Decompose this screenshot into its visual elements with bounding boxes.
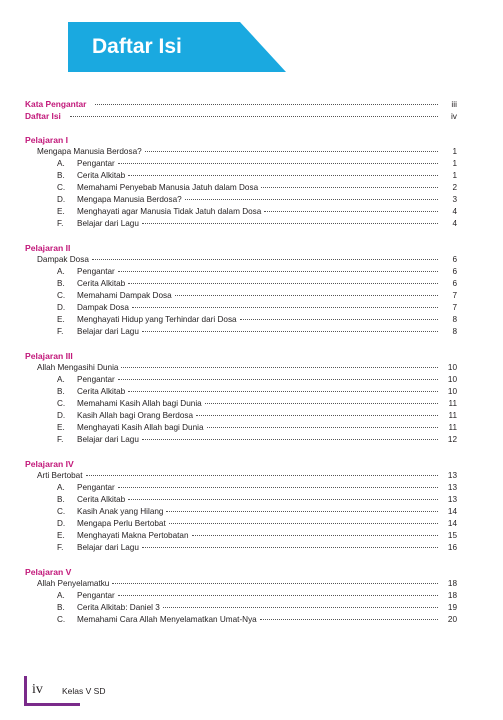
toc-leader-dots bbox=[95, 104, 438, 105]
lesson-heading: Pelajaran II bbox=[25, 243, 71, 253]
toc-item-index: C. bbox=[57, 615, 66, 624]
toc-item-index: D. bbox=[57, 195, 66, 204]
toc-sub-entry[interactable] bbox=[25, 206, 457, 218]
toc-sub-entry[interactable] bbox=[25, 518, 457, 530]
toc-item-label: Cerita Alkitab bbox=[77, 171, 126, 180]
toc-leader-dots bbox=[128, 175, 438, 176]
toc-item-label: Pengantar bbox=[77, 483, 115, 492]
toc-item-label: Allah Mengasihi Dunia bbox=[37, 363, 119, 372]
toc-item-label: Cerita Alkitab bbox=[77, 495, 126, 504]
toc-leader-dots bbox=[142, 547, 438, 548]
lesson-heading: Pelajaran IV bbox=[25, 459, 74, 469]
toc-item-label: Allah Penyelamatku bbox=[37, 579, 110, 588]
toc-item-label: Pengantar bbox=[77, 375, 115, 384]
lesson-heading: Pelajaran I bbox=[25, 135, 68, 145]
toc-sub-entry[interactable] bbox=[25, 614, 457, 626]
lesson-heading: Pelajaran III bbox=[25, 351, 73, 361]
toc-item-page: 6 bbox=[452, 267, 457, 276]
toc-leader-dots bbox=[205, 403, 438, 404]
toc-item-index: D. bbox=[57, 519, 66, 528]
toc-sub-entry[interactable] bbox=[25, 170, 457, 182]
toc-item-page: 10 bbox=[447, 363, 457, 372]
toc-sub-entry[interactable] bbox=[25, 314, 457, 326]
toc-item-page: 6 bbox=[452, 279, 457, 288]
toc-item-page: 15 bbox=[447, 531, 457, 540]
toc-item-page: 13 bbox=[447, 471, 457, 480]
toc-leader-dots bbox=[260, 619, 438, 620]
toc-sub-entry[interactable] bbox=[25, 386, 457, 398]
toc-item-index: B. bbox=[57, 495, 65, 504]
toc-leader-dots bbox=[185, 199, 438, 200]
toc-item-index: E. bbox=[57, 531, 65, 540]
toc-chapter-entry[interactable] bbox=[25, 362, 457, 374]
toc-item-index: C. bbox=[57, 291, 66, 300]
toc-item-label: Cerita Alkitab: Daniel 3 bbox=[77, 603, 160, 612]
footer-bracket-horizontal bbox=[24, 703, 80, 706]
toc-sub-entry[interactable] bbox=[25, 374, 457, 386]
toc-item-label: Cerita Alkitab bbox=[77, 387, 126, 396]
toc-sub-entry[interactable] bbox=[25, 326, 457, 338]
toc-leader-dots bbox=[86, 475, 438, 476]
toc-item-page: 18 bbox=[447, 591, 457, 600]
toc-item-label: Arti Bertobat bbox=[37, 471, 83, 480]
toc-leader-dots bbox=[128, 391, 438, 392]
toc-sub-entry[interactable] bbox=[25, 290, 457, 302]
toc-item-page: 11 bbox=[448, 423, 457, 432]
toc-sub-entry[interactable] bbox=[25, 494, 457, 506]
toc-item-label: Memahami Kasih Allah bagi Dunia bbox=[77, 399, 202, 408]
toc-item-label: Mengapa Manusia Berdosa? bbox=[77, 195, 182, 204]
toc-item-index: B. bbox=[57, 279, 65, 288]
toc-item-index: A. bbox=[57, 591, 65, 600]
page-footer bbox=[24, 676, 324, 706]
toc-item-label: Pengantar bbox=[77, 267, 115, 276]
toc-item-label: Menghayati Hidup yang Terhindar dari Dosa bbox=[77, 315, 237, 324]
toc-sub-entry[interactable] bbox=[25, 590, 457, 602]
toc-item-label: Dampak Dosa bbox=[37, 255, 89, 264]
toc-sub-entry[interactable] bbox=[25, 194, 457, 206]
toc-item-page: 10 bbox=[447, 387, 457, 396]
toc-item-label: Daftar Isi bbox=[25, 111, 61, 121]
toc-leader-dots bbox=[118, 163, 438, 164]
toc-item-page: 6 bbox=[452, 255, 457, 264]
toc-leader-dots bbox=[118, 271, 438, 272]
toc-leader-dots bbox=[166, 511, 438, 512]
toc-item-index: F. bbox=[57, 327, 64, 336]
toc-leader-dots bbox=[121, 367, 438, 368]
toc-leader-dots bbox=[261, 187, 438, 188]
toc-item-page: 13 bbox=[447, 495, 457, 504]
toc-item-index: A. bbox=[57, 267, 65, 276]
toc-leader-dots bbox=[145, 151, 438, 152]
toc-leader-dots bbox=[169, 523, 438, 524]
toc-item-index: E. bbox=[57, 423, 65, 432]
toc-leader-dots bbox=[264, 211, 438, 212]
toc-leader-dots bbox=[142, 439, 438, 440]
toc-sub-entry[interactable] bbox=[25, 158, 457, 170]
toc-item-index: E. bbox=[57, 207, 65, 216]
toc-sub-entry[interactable] bbox=[25, 218, 457, 230]
toc-leader-dots bbox=[128, 499, 438, 500]
toc-item-page: iii bbox=[451, 99, 457, 109]
toc-leader-dots bbox=[128, 283, 438, 284]
toc-item-label: Mengapa Perlu Bertobat bbox=[77, 519, 166, 528]
toc-item-label: Menghayati agar Manusia Tidak Jatuh dalam Dosa bbox=[77, 207, 262, 216]
toc-front-entry[interactable] bbox=[25, 110, 457, 122]
toc-item-page: 14 bbox=[447, 507, 457, 516]
toc-item-label: Pengantar bbox=[77, 591, 115, 600]
toc-leader-dots bbox=[118, 595, 438, 596]
footer-book-label: Kelas V SD bbox=[62, 686, 106, 696]
toc-sub-entry[interactable] bbox=[25, 398, 457, 410]
toc-leader-dots bbox=[240, 319, 438, 320]
toc-leader-dots bbox=[175, 295, 438, 296]
toc-item-page: 1 bbox=[452, 147, 457, 156]
toc-item-index: C. bbox=[57, 507, 66, 516]
lesson-heading: Pelajaran V bbox=[25, 567, 72, 577]
title-banner bbox=[68, 22, 288, 72]
toc-item-page: 11 bbox=[448, 411, 457, 420]
toc-item-label: Kata Pengantar bbox=[25, 99, 87, 109]
toc-sub-entry[interactable] bbox=[25, 182, 457, 194]
toc-item-label: Menghayati Kasih Allah bagi Dunia bbox=[77, 423, 204, 432]
toc-sub-entry[interactable] bbox=[25, 530, 457, 542]
toc-sub-entry[interactable] bbox=[25, 302, 457, 314]
toc-item-label: Mengapa Manusia Berdosa? bbox=[37, 147, 142, 156]
toc-item-page: 3 bbox=[452, 195, 457, 204]
toc-sub-entry[interactable] bbox=[25, 422, 457, 434]
toc-item-page: 12 bbox=[447, 435, 457, 444]
toc-item-page: 13 bbox=[447, 483, 457, 492]
toc-item-label: Belajar dari Lagu bbox=[77, 327, 139, 336]
toc-leader-dots bbox=[207, 427, 438, 428]
toc-item-page: 1 bbox=[452, 171, 457, 180]
toc-chapter-entry[interactable] bbox=[25, 470, 457, 482]
toc-item-page: 19 bbox=[447, 603, 457, 612]
toc-item-page: 1 bbox=[452, 159, 457, 168]
toc-leader-dots bbox=[192, 535, 438, 536]
toc-item-label: Memahami Penyebab Manusia Jatuh dalam Dosa bbox=[77, 183, 259, 192]
toc-leader-dots bbox=[118, 379, 438, 380]
toc-item-label: Menghayati Makna Pertobatan bbox=[77, 531, 189, 540]
toc-item-page: 16 bbox=[447, 543, 457, 552]
toc-sub-entry[interactable] bbox=[25, 542, 457, 554]
toc-item-index: D. bbox=[57, 303, 66, 312]
toc-sub-entry[interactable] bbox=[25, 602, 457, 614]
toc-item-index: C. bbox=[57, 399, 66, 408]
toc-front-entry[interactable] bbox=[25, 98, 457, 110]
toc-sub-entry[interactable] bbox=[25, 410, 457, 422]
toc-item-index: B. bbox=[57, 387, 65, 396]
toc-item-index: B. bbox=[57, 171, 65, 180]
footer-bracket-vertical bbox=[24, 676, 27, 706]
toc-item-label: Pengantar bbox=[77, 159, 115, 168]
toc-item-page: iv bbox=[450, 111, 457, 121]
toc-item-index: F. bbox=[57, 435, 64, 444]
toc-item-page: 7 bbox=[452, 291, 457, 300]
toc-item-index: A. bbox=[57, 483, 65, 492]
toc-item-label: Memahami Dampak Dosa bbox=[77, 291, 172, 300]
toc-leader-dots bbox=[142, 331, 438, 332]
toc-item-index: A. bbox=[57, 375, 65, 384]
toc-item-page: 4 bbox=[452, 219, 457, 228]
toc-item-label: Kasih Anak yang Hilang bbox=[77, 507, 164, 516]
toc-item-page: 2 bbox=[452, 183, 457, 192]
toc-leader-dots bbox=[70, 116, 438, 117]
toc-item-label: Kasih Allah bagi Orang Berdosa bbox=[77, 411, 194, 420]
toc-item-index: C. bbox=[57, 183, 66, 192]
toc-item-page: 20 bbox=[447, 615, 457, 624]
toc-chapter-entry[interactable] bbox=[25, 146, 457, 158]
toc-chapter-entry[interactable] bbox=[25, 578, 457, 590]
toc-item-index: F. bbox=[57, 219, 64, 228]
footer-page-number: iv bbox=[32, 682, 43, 697]
toc-leader-dots bbox=[163, 607, 438, 608]
toc-item-label: Cerita Alkitab bbox=[77, 279, 126, 288]
toc-item-label: Belajar dari Lagu bbox=[77, 219, 139, 228]
toc-item-page: 7 bbox=[452, 303, 457, 312]
toc-item-page: 4 bbox=[452, 207, 457, 216]
toc-leader-dots bbox=[132, 307, 438, 308]
toc-leader-dots bbox=[118, 487, 438, 488]
toc-item-page: 18 bbox=[447, 579, 457, 588]
toc-item-page: 8 bbox=[452, 315, 457, 324]
toc-leader-dots bbox=[196, 415, 438, 416]
toc-item-page: 14 bbox=[447, 519, 457, 528]
toc-item-label: Dampak Dosa bbox=[77, 303, 129, 312]
toc-item-page: 8 bbox=[452, 327, 457, 336]
toc-chapter-entry[interactable] bbox=[25, 254, 457, 266]
toc-item-label: Belajar dari Lagu bbox=[77, 435, 139, 444]
toc-item-index: B. bbox=[57, 603, 65, 612]
toc-sub-entry[interactable] bbox=[25, 278, 457, 290]
toc-item-index: E. bbox=[57, 315, 65, 324]
toc-item-page: 10 bbox=[447, 375, 457, 384]
toc-leader-dots bbox=[112, 583, 438, 584]
toc-item-page: 11 bbox=[448, 399, 457, 408]
toc-sub-entry[interactable] bbox=[25, 434, 457, 446]
page-title: Daftar Isi bbox=[92, 35, 182, 58]
toc-leader-dots bbox=[142, 223, 438, 224]
table-of-contents bbox=[25, 98, 457, 626]
toc-item-label: Memahami Cara Allah Menyelamatkan Umat-Nya bbox=[77, 615, 257, 624]
toc-sub-entry[interactable] bbox=[25, 266, 457, 278]
toc-item-index: F. bbox=[57, 543, 64, 552]
toc-sub-entry[interactable] bbox=[25, 482, 457, 494]
toc-leader-dots bbox=[92, 259, 438, 260]
toc-item-index: A. bbox=[57, 159, 65, 168]
toc-item-index: D. bbox=[57, 411, 66, 420]
toc-sub-entry[interactable] bbox=[25, 506, 457, 518]
toc-item-label: Belajar dari Lagu bbox=[77, 543, 139, 552]
